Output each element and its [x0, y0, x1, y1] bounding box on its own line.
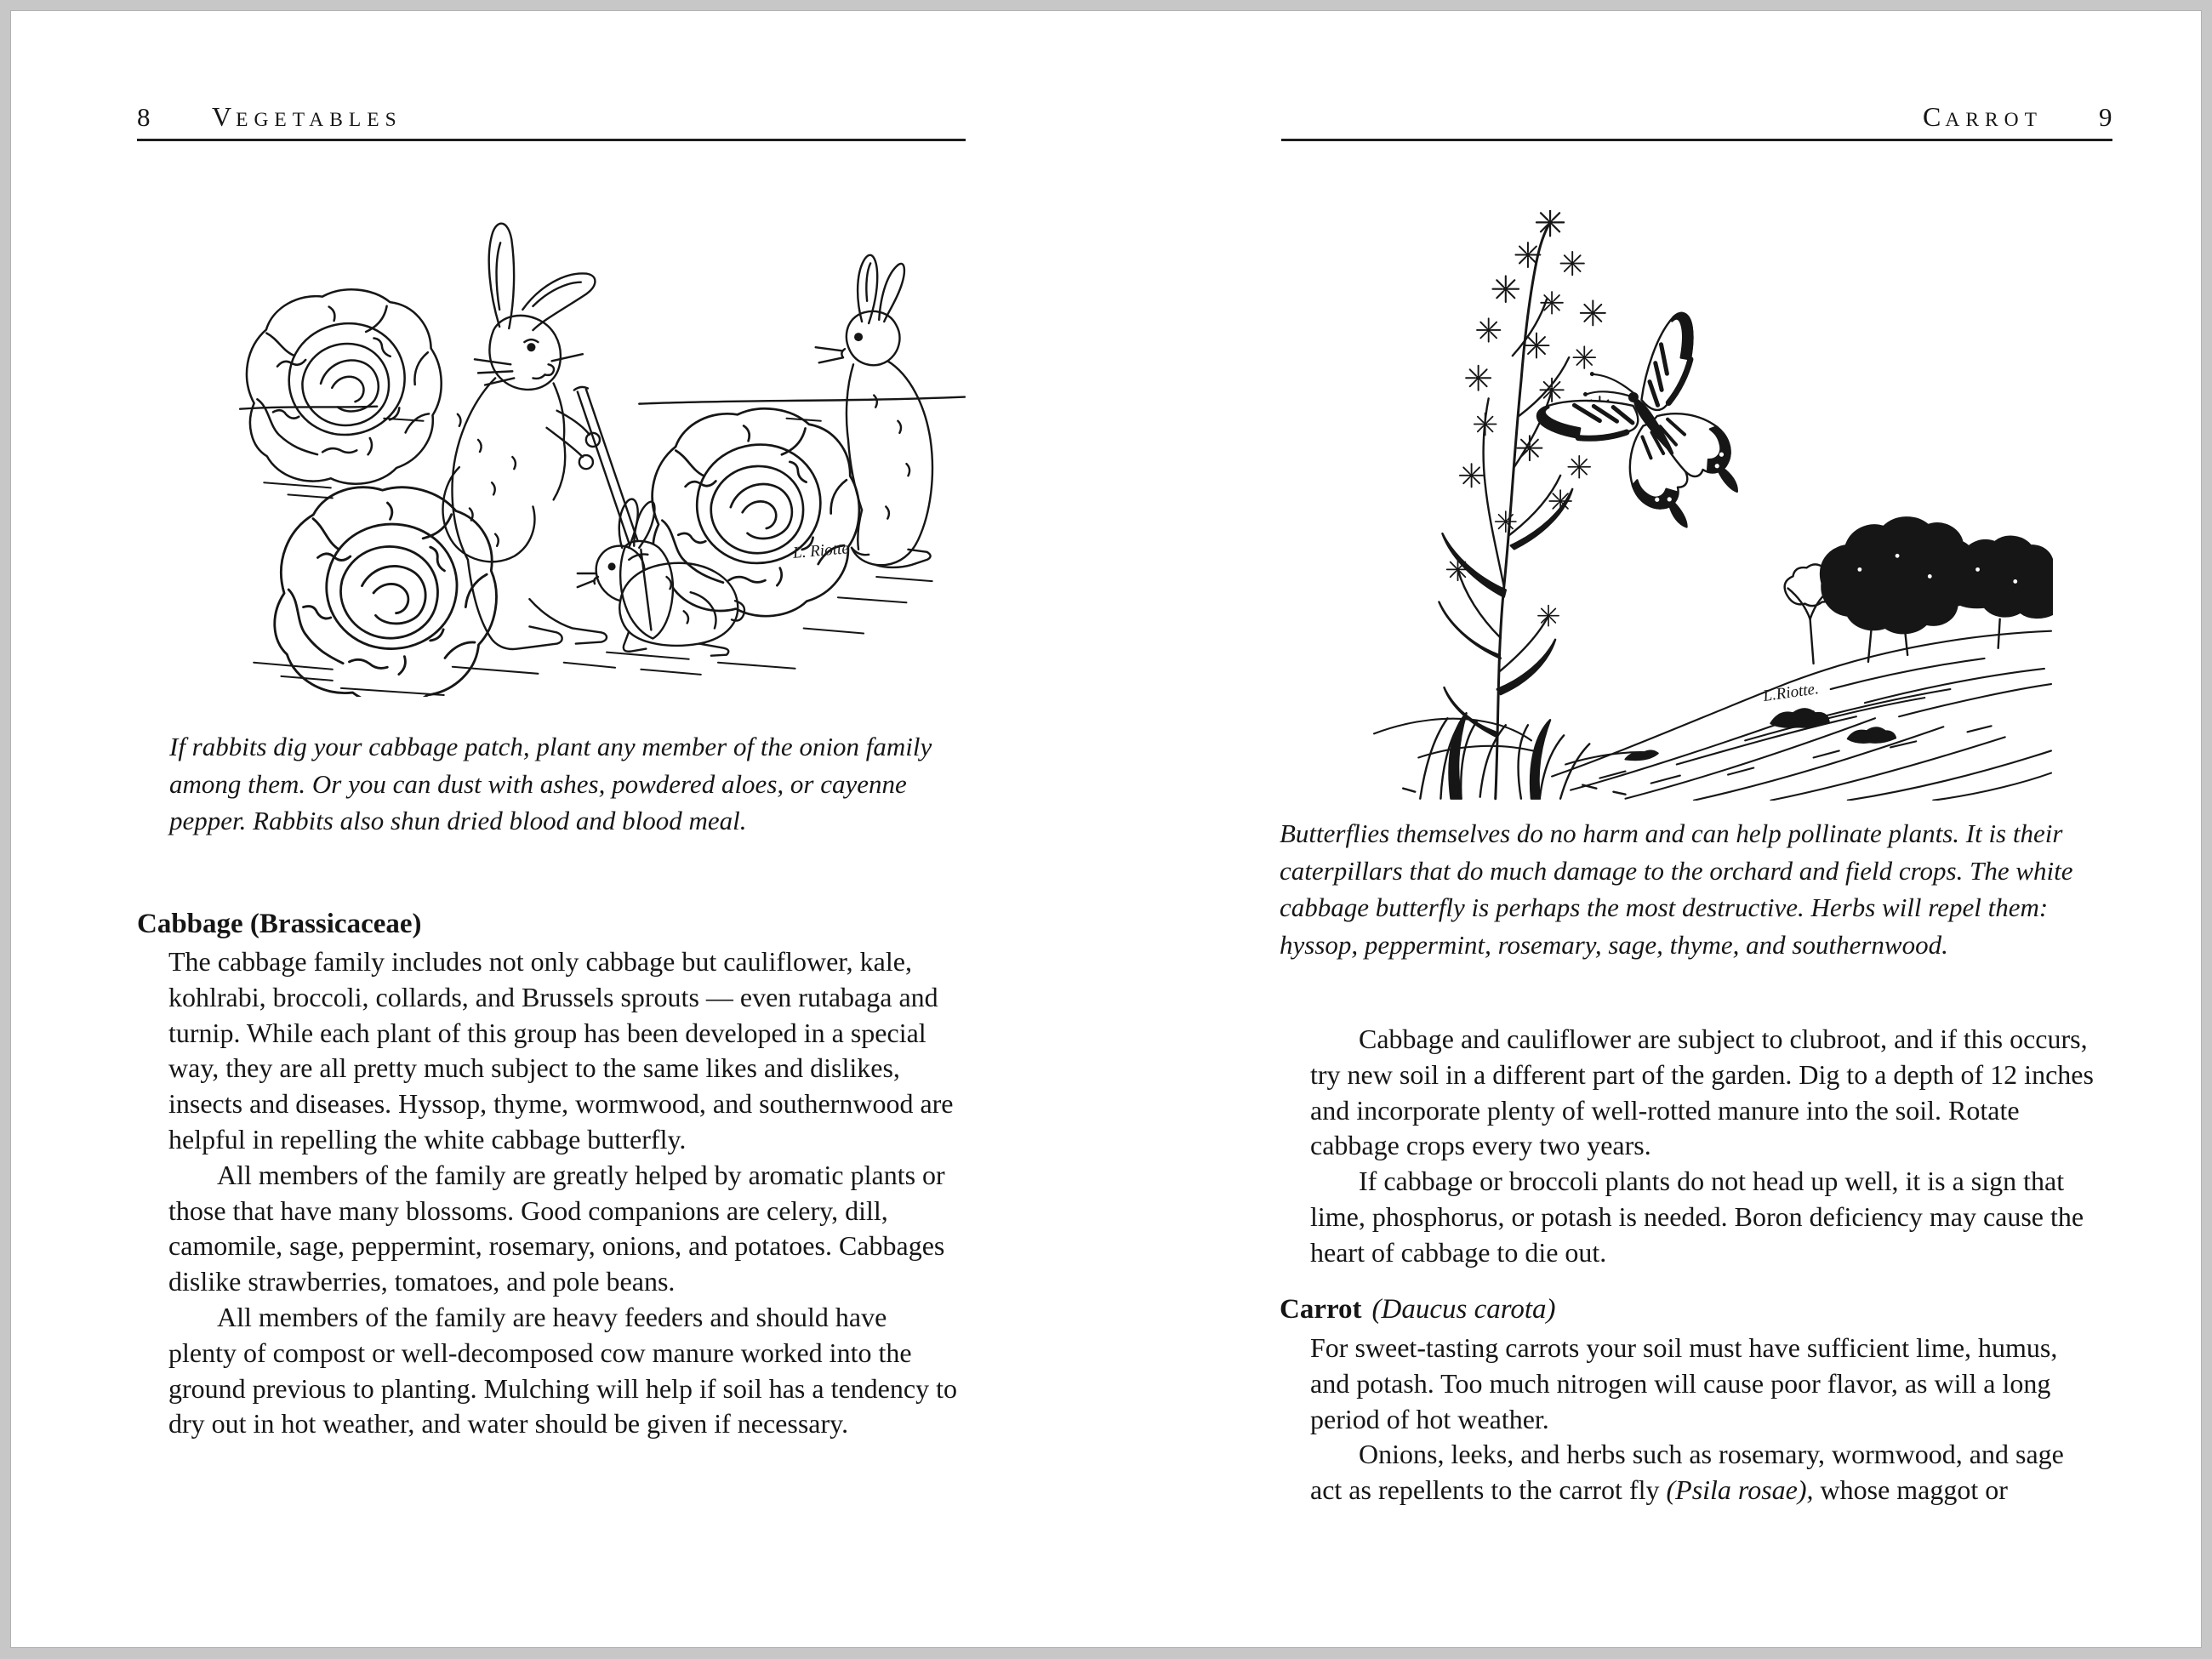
body-text-right-upper [1310, 1022, 2101, 1271]
illustration-caption-left: If rabbits dig your cabbage patch, plant any member of the onion family among them. Or you can dust with ashes, powdered aloes, or cayenne pepper. Rabbits also shun dried blood and blood meal. [169, 732, 932, 835]
artist-signature-left: L. Riotte [792, 539, 850, 562]
paragraph: For sweet-tasting carrots your soil must have sufficient lime, humus, and potash. Too much nitrogen will cause poor flavor, as will a long period of hot weather. [1310, 1332, 2058, 1434]
rabbits-cabbage-illustration [237, 200, 967, 697]
section-heading-cabbage: Cabbage (Brassicaceae) [137, 909, 422, 939]
paragraph [1310, 1437, 2101, 1508]
cabbage-upper-left [237, 281, 451, 494]
horizon-line [240, 397, 965, 409]
illustration-caption-right: Butterflies themselves do no harm and can help pollinate plants. It is their caterpillars that do much damage to the orchard and field crops. The white cabbage butterfly is perhaps the most destructive. Herbs will repel them: hyssop, peppermint, rosemary, sage, thyme, and southernwood. [1280, 818, 2073, 960]
paragraph: All members of the family are greatly helped by aromatic plants or those that have many blossoms. Good companions are celery, dill, camomile, sage, peppermint, rosemary, onions, and potatoes. Cabbages dislike strawberries, tomatoes, and pole beans. [168, 1159, 945, 1297]
page-number-left: 8 [137, 102, 151, 132]
section-heading-carrot [1280, 1294, 1556, 1325]
body-text-left [168, 944, 961, 1442]
paragraph-text: whose maggot or [1813, 1474, 2008, 1506]
body-text-right-lower [1310, 1331, 2101, 1508]
latin-name-inline: (Psila rosae), [1666, 1474, 1814, 1506]
paragraph: All members of the family are heavy feeders and should have plenty of compost or well-decomposed cow manure worked into the ground previous to planting. Mulching will help if soil has a tendency to dry out in hot weather, and water should be given if necessary. [168, 1301, 957, 1440]
butterfly-illustration [1369, 210, 2053, 801]
paragraph: Cabbage and cauliflower are subject to clubroot, and if this occurs, try new soil in a different part of the garden. Dig to a depth of 12 inches and incorporate plenty of well-rotted manure into the soil. Rotate cabbage crops every two years. [1310, 1023, 2094, 1161]
trees [1785, 517, 2053, 664]
section-heading-carrot-latin: (Daucus carota) [1371, 1294, 1556, 1325]
running-head-left: VEGETABLES [212, 101, 402, 132]
header-rule-left [137, 139, 966, 141]
section-heading-carrot-name: Carrot [1280, 1294, 1362, 1325]
paragraph-text: Onions, leeks, and herbs such as rosemary, wormwood, and sage act as repellents to the carrot fly [1310, 1439, 2064, 1506]
running-head-right: CARROT [1923, 101, 2043, 132]
header-rule-right [1281, 139, 2112, 141]
shovel [574, 387, 673, 639]
paragraph: The cabbage family includes not only cabbage but cauliflower, kale, kohlrabi, broccoli, collards, and Brussels sprouts — even rutabaga and turnip. While each plant of this group has been developed in a special way, they are all pretty much subject to the same likes and dislikes, insects and diseases. Hyssop, thyme, wormwood, and southernwood are helpful in repelling the white cabbage butterfly. [168, 946, 954, 1154]
cabbage-right [646, 404, 864, 622]
grass-tuft [1403, 713, 1625, 799]
paragraph: If cabbage or broccoli plants do not head up well, it is a sign that lime, phosphorus, or potash is needed. Boron deficiency may cause the heart of cabbage to die out. [1310, 1166, 2084, 1268]
artist-signature-right: L.Riotte. [1762, 680, 1821, 706]
wildflower-plant [1439, 210, 1611, 799]
sitting-rabbit [816, 255, 932, 567]
book-spread-paper [11, 11, 2201, 1647]
hillside [1374, 631, 2051, 801]
left-running-header [137, 101, 402, 133]
right-running-header [1281, 101, 2112, 133]
swallowtail-butterfly [1533, 308, 1787, 562]
page-number-right: 9 [2099, 102, 2112, 132]
